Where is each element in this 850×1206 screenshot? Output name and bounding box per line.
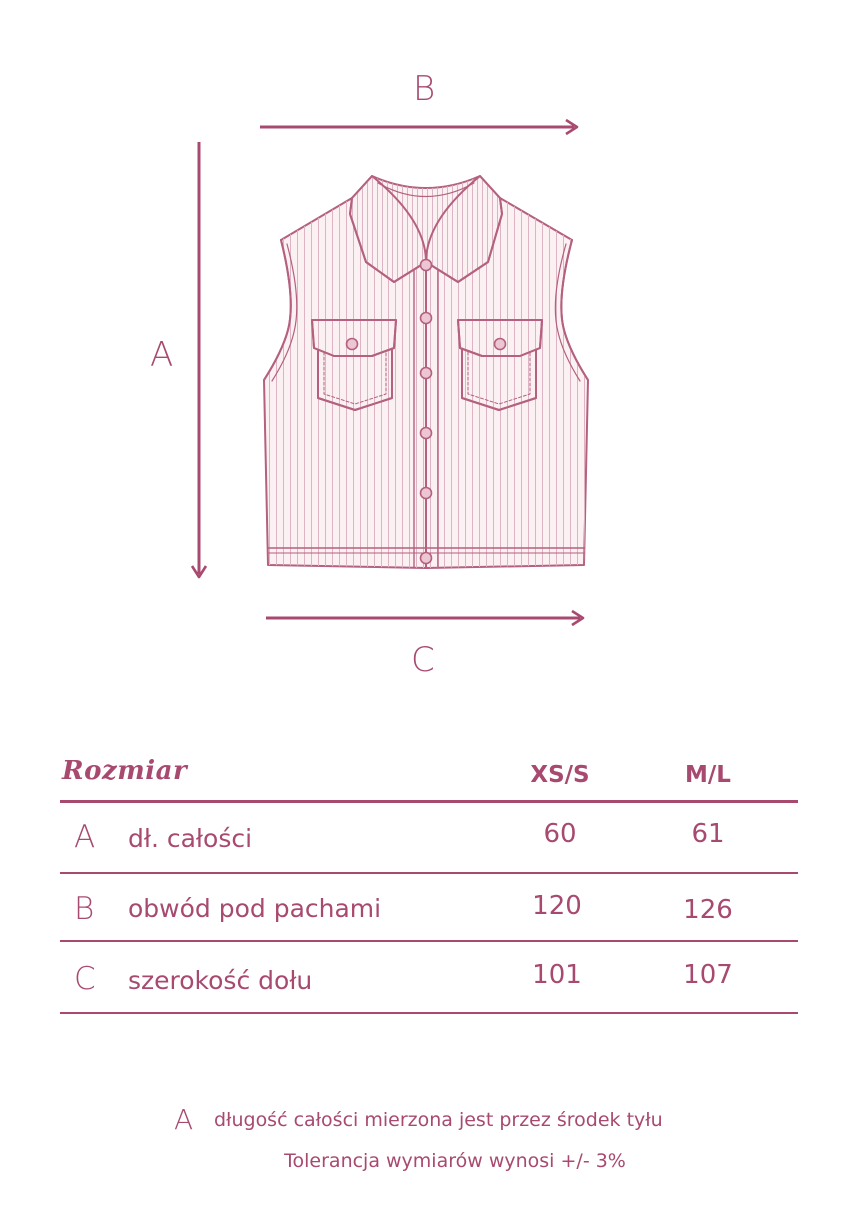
- row-letter: B: [74, 891, 95, 927]
- label-c: C: [411, 640, 435, 680]
- header-divider: [60, 800, 798, 803]
- label-a: A: [150, 335, 174, 375]
- table-header-title: Rozmiar: [62, 756, 188, 786]
- arrow-a: [192, 142, 206, 577]
- cell-xs-s: 101: [532, 960, 582, 990]
- row-divider: [60, 940, 798, 942]
- footnote-text: długość całości mierzona jest przez środek tyłu: [214, 1109, 663, 1131]
- footnote-letter: A: [174, 1103, 194, 1136]
- arrow-c: [266, 611, 583, 625]
- row-divider: [60, 1012, 798, 1014]
- row-name: dł. całości: [128, 824, 253, 853]
- row-letter: A: [74, 819, 96, 855]
- row-divider: [60, 872, 798, 874]
- label-b: B: [413, 69, 436, 109]
- row-name: szerokość dołu: [128, 966, 313, 995]
- cell-xs-s: 60: [543, 819, 577, 849]
- row-letter: C: [74, 961, 96, 997]
- tolerance-note: Tolerancja wymiarów wynosi +/- 3%: [284, 1150, 626, 1172]
- size-column-xs-s: XS/S: [530, 762, 590, 788]
- cell-m-l: 126: [683, 895, 733, 925]
- cell-m-l: 61: [691, 819, 725, 849]
- row-name: obwód pod pachami: [128, 894, 382, 923]
- size-column-m-l: M/L: [685, 762, 731, 788]
- arrow-b: [260, 120, 577, 134]
- vest-icon: [264, 176, 588, 568]
- cell-m-l: 107: [683, 960, 733, 990]
- cell-xs-s: 120: [532, 891, 582, 921]
